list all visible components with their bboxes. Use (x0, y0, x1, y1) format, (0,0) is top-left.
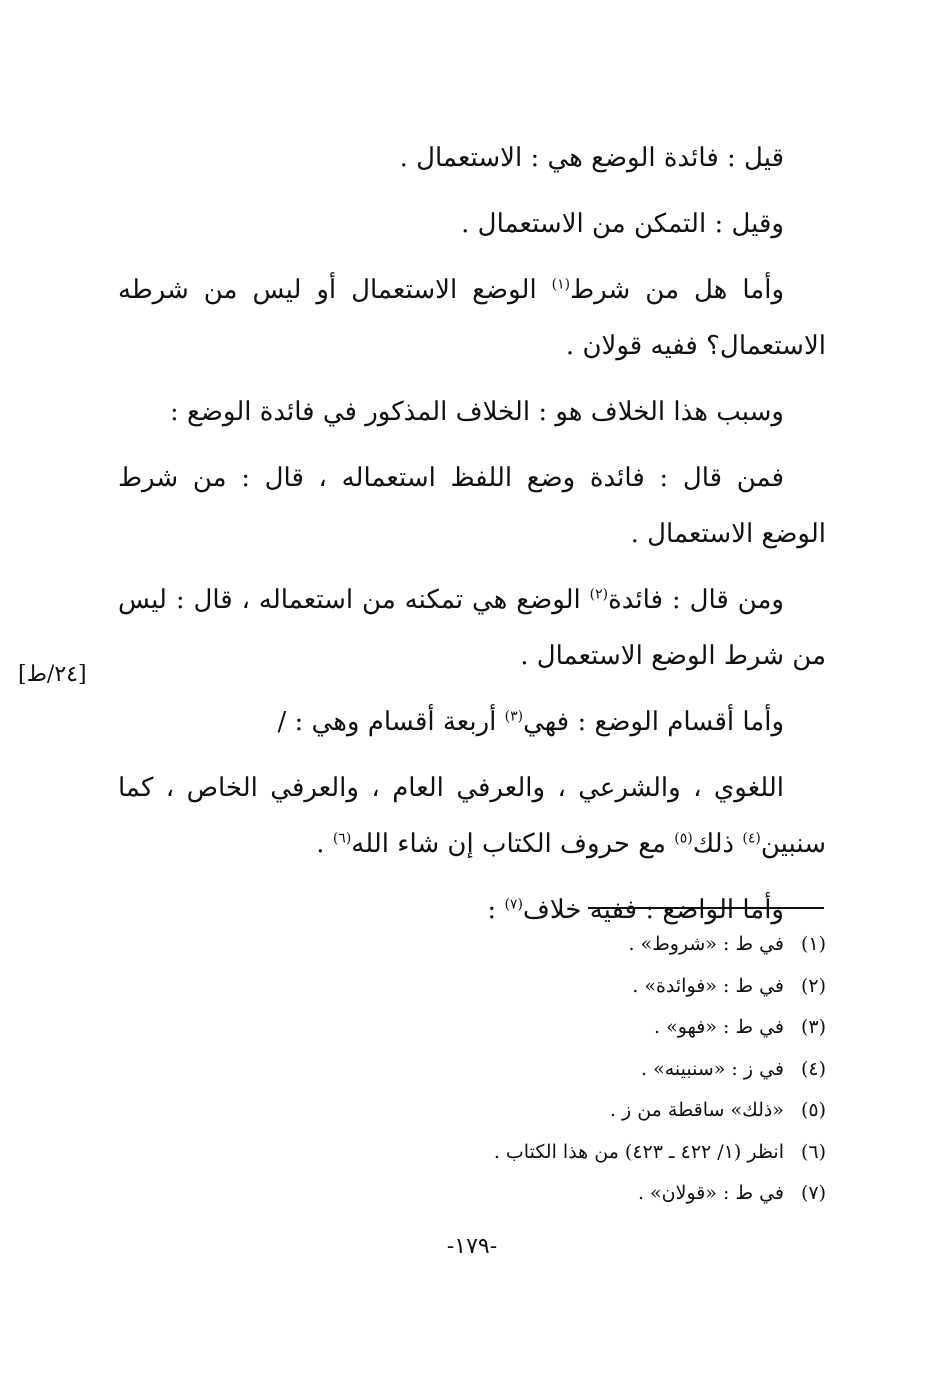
footnote-text: في ط : «قولان» . (637, 1182, 784, 1204)
paragraph-text: وأما الواضع : ففيه خلاف (522, 895, 784, 925)
paragraph-text: وأما أقسام الوضع : فهي (523, 707, 784, 737)
paragraph-text: وأما هل من شرط (570, 275, 785, 305)
footnote (118, 1173, 826, 1215)
footnote-separator (588, 907, 824, 909)
footnote-ref: (٥) (674, 830, 693, 847)
footnote (118, 1132, 826, 1174)
footnote-text: في ط : «فهو» . (654, 1016, 784, 1038)
paragraph (118, 196, 826, 252)
paragraph (118, 694, 826, 750)
paragraph-text: قيل : فائدة الوضع هي : الاستعمال . (399, 143, 784, 173)
footnote-number: (٧) (800, 1182, 826, 1204)
paragraph-text: : (487, 895, 505, 925)
footnote-text: انظر (١/ ٤٢٢ ـ ٤٢٣) من هذا الكتاب . (493, 1140, 784, 1163)
paragraph (118, 384, 826, 440)
footnote-ref: (٧) (504, 896, 523, 913)
footnote-number: (٤) (800, 1057, 826, 1080)
footnote-number: (٢) (800, 974, 826, 997)
paragraph-text: اللغوي ، والشرعي ، والعرفي العام ، والعرفي الخاص ، كما سنبين (118, 773, 826, 859)
footnote (118, 1090, 826, 1132)
paragraph-text: ومن قال : فائدة (608, 585, 784, 615)
paragraph-text: مع حروف الكتاب إن شاء الله (351, 829, 675, 859)
footnotes (118, 924, 826, 1215)
footnote-number: (٥) (800, 1099, 826, 1121)
footnote-number: (٣) (800, 1016, 826, 1038)
margin-page-marker: [٢٤/ط] (18, 662, 87, 687)
paragraph-text: ذلك (692, 829, 743, 859)
footnote-ref: (٢) (589, 586, 609, 603)
paragraph-text: الوضع هي تمكنه من استعماله ، قال : ليس من شرط الوضع الاستعمال . (118, 585, 826, 671)
page-number: -١٧٩- (446, 1234, 498, 1259)
footnote-ref: (٤) (742, 830, 761, 847)
paragraph-text: الوضع الاستعمال أو ليس من شرطه الاستعمال؟ ففيه قولان . (118, 275, 826, 361)
footnote-number: (١) (800, 933, 826, 955)
footnote-ref: (٣) (504, 708, 524, 725)
footnote (118, 1049, 826, 1091)
footnote-text: في ط : «شروط» . (628, 933, 784, 955)
footnote (118, 966, 826, 1008)
footnote-text: «ذلك» ساقطة من ز . (609, 1099, 784, 1121)
footnote-ref: (٦) (332, 830, 352, 847)
footnote-ref: (١) (551, 276, 571, 293)
footnote-text: في ز : «سنبينه» . (641, 1057, 784, 1080)
footnote (118, 924, 826, 966)
paragraph (118, 572, 826, 684)
paragraph (118, 450, 826, 562)
paragraph-text: . (316, 829, 333, 859)
footnote-number: (٦) (800, 1140, 826, 1163)
footnote-text: في ط : «فوائدة» . (632, 974, 784, 997)
main-text (118, 130, 826, 948)
footnote (118, 1007, 826, 1049)
paragraph-text: وسبب هذا الخلاف هو : الخلاف المذكور في فائدة الوضع : (169, 397, 784, 427)
paragraph-text: فمن قال : فائدة وضع اللفظ استعماله ، قال : من شرط الوضع الاستعمال . (118, 463, 826, 549)
paragraph (118, 262, 826, 374)
paragraph-text: وقيل : التمكن من الاستعمال . (461, 209, 784, 239)
paragraph (118, 760, 826, 872)
paragraph (118, 130, 826, 186)
paragraph-text: أربعة أقسام وهي : / (277, 707, 505, 737)
